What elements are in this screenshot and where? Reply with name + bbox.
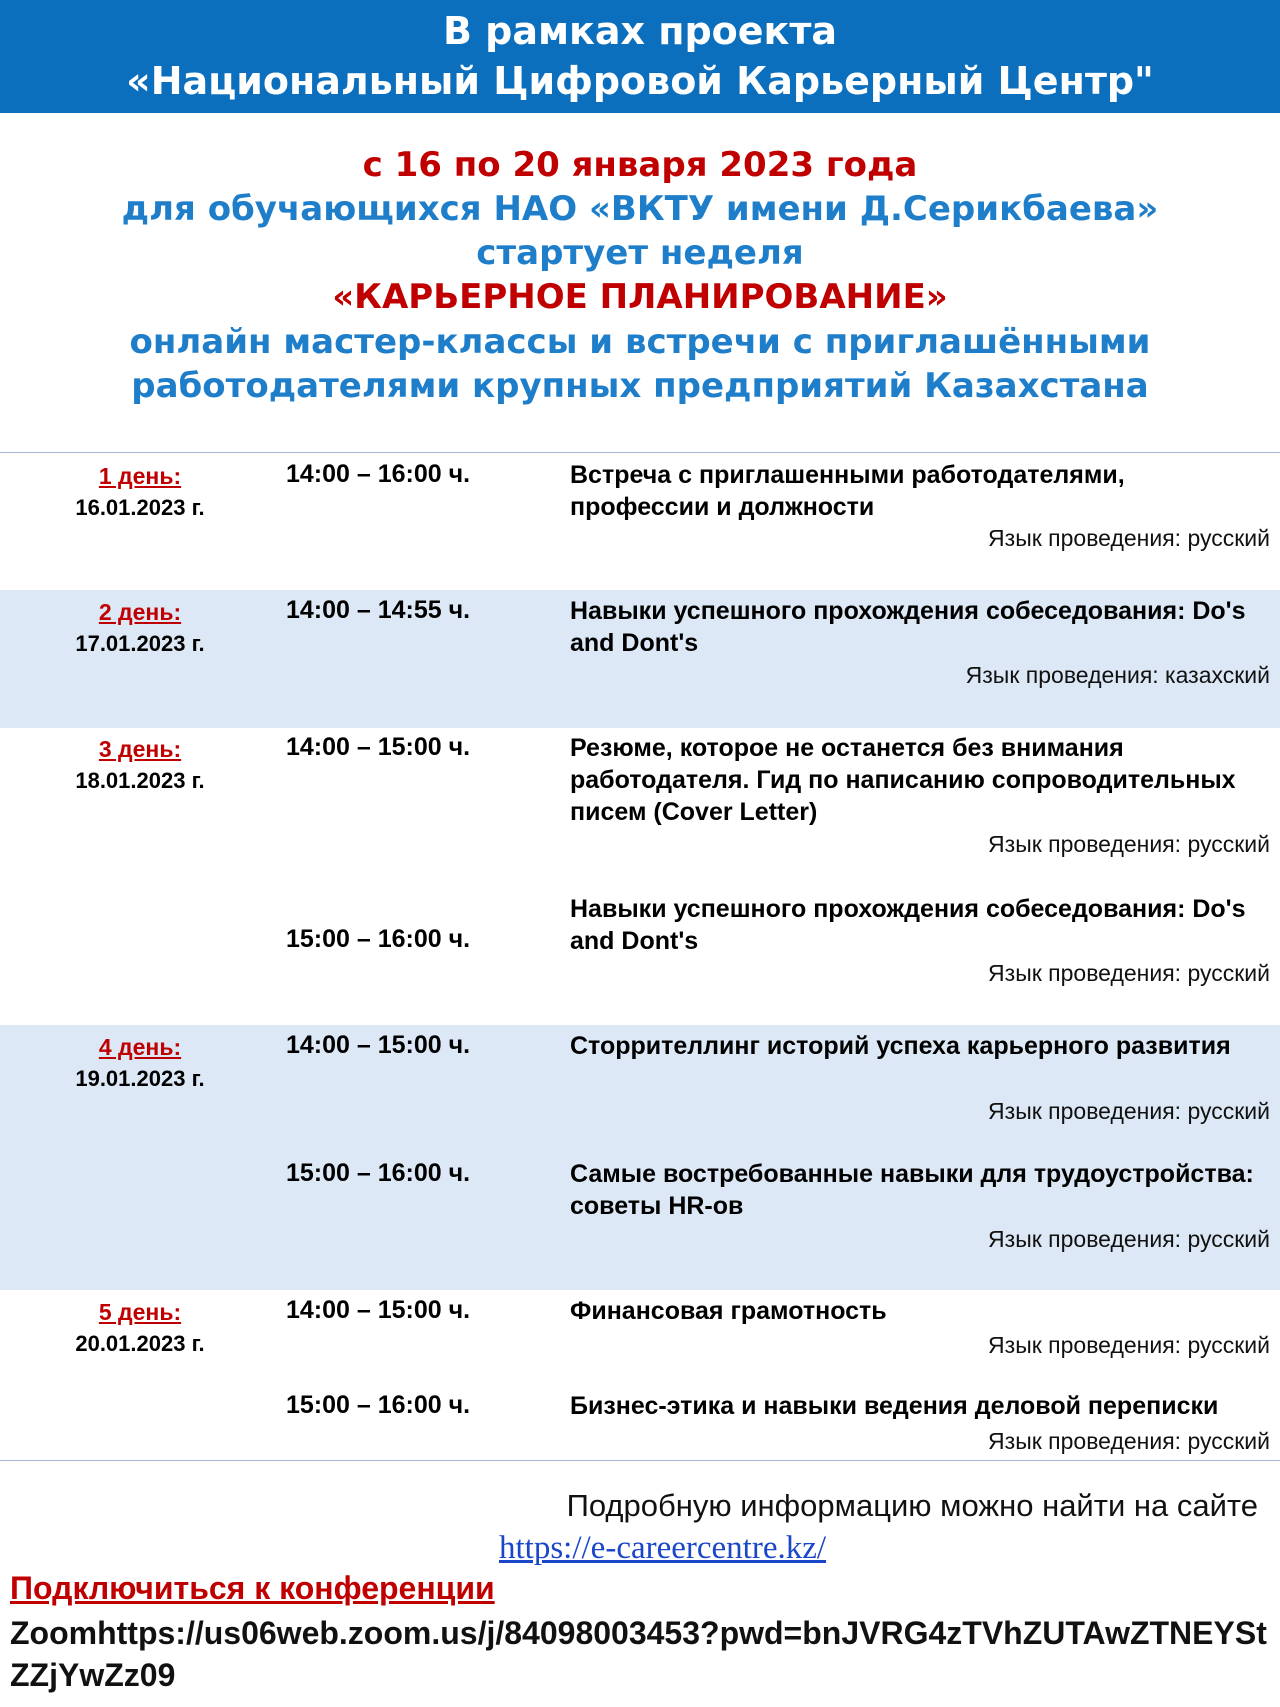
session-time: 15:00 – 16:00 ч.	[286, 1391, 471, 1419]
session-title: Навыки успешного прохождения собеседования: Do's and Dont's	[570, 895, 1246, 955]
intro-dates: с 16 по 20 января 2023 года	[362, 145, 918, 185]
session-time: 14:00 – 15:00 ч.	[286, 733, 471, 761]
intro-week-name: «КАРЬЕРНОЕ ПЛАНИРОВАНИЕ»	[332, 277, 948, 317]
session-language: Язык проведения: русский	[988, 1098, 1270, 1124]
header-line-2: «Национальный Цифровой Карьерный Центр"	[126, 59, 1154, 103]
day-1-date: 16.01.2023 г.	[75, 495, 205, 520]
header-banner	[0, 0, 1280, 113]
session-title: Встреча с приглашенными работодателями, профессии и должности	[570, 461, 1125, 521]
table-bottom-rule	[0, 1460, 1280, 1461]
day-2-date: 17.01.2023 г.	[75, 631, 205, 656]
site-link[interactable]: https://e-careercentre.kz/	[499, 1530, 827, 1566]
session-time: 14:00 – 15:00 ч.	[286, 1296, 471, 1324]
session-title: Финансовая грамотность	[570, 1297, 887, 1325]
session-language: Язык проведения: русский	[988, 1332, 1270, 1358]
session-title: Бизнес-этика и навыки ведения деловой переписки	[570, 1392, 1219, 1420]
intro-starts: стартует неделя	[476, 233, 804, 273]
day-3-date: 18.01.2023 г.	[75, 768, 205, 793]
session-title: Резюме, которое не останется без внимания работодателя. Гид по написанию сопроводительных писем (Cover Letter)	[570, 734, 1236, 826]
session-time: 14:00 – 16:00 ч.	[286, 460, 471, 488]
session-language: Язык проведения: русский	[988, 960, 1270, 986]
session-title: Самые востребованные навыки для трудоустройства: советы HR-ов	[570, 1160, 1254, 1220]
session-time: 14:00 – 14:55 ч.	[286, 596, 471, 624]
intro-audience: для обучающихся НАО «ВКТУ имени Д.Серикбаева»	[121, 189, 1159, 229]
session-language: Язык проведения: русский	[988, 1226, 1270, 1252]
session-time: 14:00 – 15:00 ч.	[286, 1031, 471, 1059]
session-time: 15:00 – 16:00 ч.	[286, 1159, 471, 1187]
day-3-label: 3 день:	[98, 736, 182, 762]
day-5-date: 20.01.2023 г.	[75, 1331, 205, 1356]
session-language: Язык проведения: казахский	[965, 662, 1270, 688]
day-3-cell	[0, 734, 280, 796]
zoom-link[interactable]: Zoomhttps://us06web.zoom.us/j/84098003453?pwd=bnJVRG4zTVhZUTAwZTNEYStZZjYwZz09	[10, 1615, 1267, 1693]
day-4-date: 19.01.2023 г.	[75, 1066, 205, 1091]
connect-label: Подключиться к конференции	[10, 1570, 495, 1606]
header-line-1: В рамках проекта	[442, 9, 838, 53]
day-1-cell	[0, 461, 280, 523]
info-text: Подробную информацию можно найти на сайте	[566, 1488, 1258, 1523]
intro-desc-1: онлайн мастер-классы и встречи с приглашёнными	[129, 322, 1151, 362]
day-2-cell	[0, 597, 280, 659]
session-title: Сторрителлинг историй успеха карьерного развития	[570, 1032, 1231, 1060]
session-language: Язык проведения: русский	[988, 525, 1270, 551]
table-top-rule	[0, 452, 1280, 453]
session-time: 15:00 – 16:00 ч.	[286, 925, 471, 953]
day-4-label: 4 день:	[98, 1034, 182, 1060]
day-5-label: 5 день:	[98, 1299, 182, 1325]
day-2-label: 2 день:	[98, 599, 182, 625]
session-title: Навыки успешного прохождения собеседования: Do's and Dont's	[570, 597, 1246, 657]
day-5-cell	[0, 1297, 280, 1359]
session-language: Язык проведения: русский	[988, 831, 1270, 857]
day-4-cell	[0, 1032, 280, 1094]
intro-desc-2: работодателями крупных предприятий Казахстана	[131, 366, 1149, 406]
day-1-label: 1 день:	[98, 463, 182, 489]
session-language: Язык проведения: русский	[988, 1428, 1270, 1454]
